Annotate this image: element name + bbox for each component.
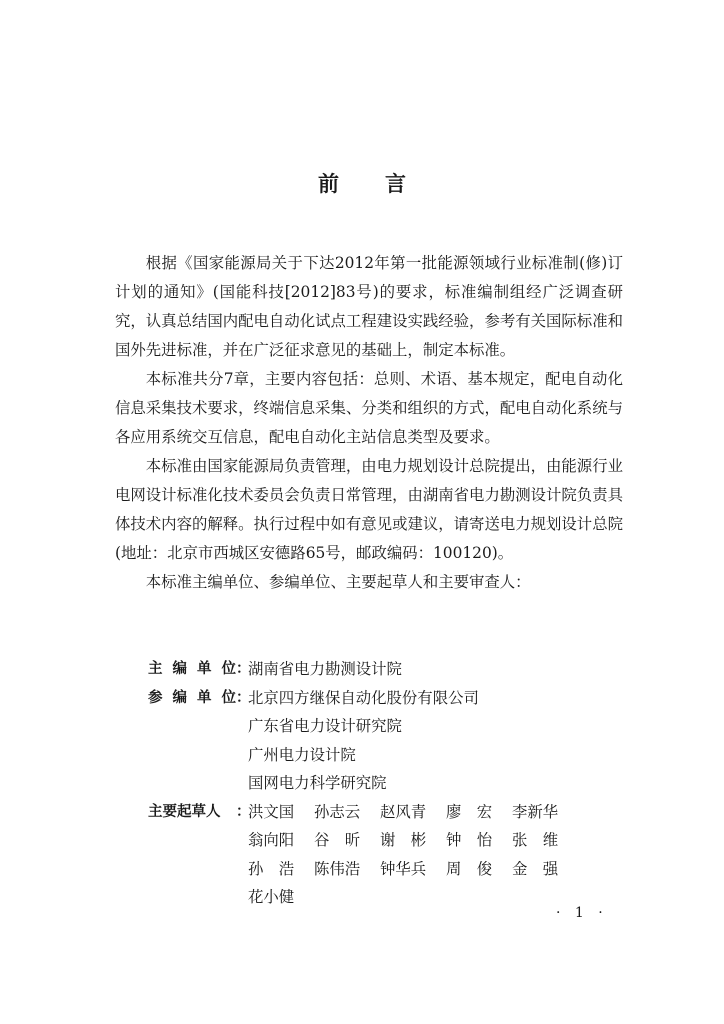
drafter-name: 张 维 bbox=[512, 831, 559, 849]
drafters-row bbox=[148, 826, 628, 855]
drafter-name: 谢 彬 bbox=[380, 831, 427, 849]
drafters-label: 主要起草人 ： bbox=[148, 803, 251, 820]
credits-block bbox=[148, 655, 628, 912]
participating-unit-value: 广东省电力设计研究院 bbox=[248, 717, 402, 735]
drafter-names bbox=[246, 798, 578, 827]
participating-unit-row bbox=[148, 741, 628, 770]
drafter-name: 李新华 bbox=[512, 802, 559, 821]
drafter-names bbox=[248, 826, 578, 855]
drafter-name: 翁向阳 bbox=[248, 831, 295, 849]
drafter-names bbox=[248, 883, 578, 912]
drafter-name: 谷 昕 bbox=[314, 831, 361, 849]
drafter-name: 孙志云 bbox=[314, 802, 361, 821]
drafter-name: 廖 宏 bbox=[446, 802, 493, 821]
participating-unit-row bbox=[148, 684, 628, 713]
drafter-name: 洪文国 bbox=[248, 802, 295, 821]
participating-unit-row bbox=[148, 769, 628, 798]
participating-unit-label: 参 编 单 位 ： bbox=[148, 689, 251, 706]
page-title: 前言 bbox=[318, 172, 452, 196]
chief-unit-row bbox=[148, 655, 628, 684]
drafter-names bbox=[248, 855, 578, 884]
preface-paragraph-4: 本标准主编单位、参编单位、主要起草人和主要审查人： bbox=[145, 573, 531, 591]
drafter-name: 陈伟浩 bbox=[314, 859, 361, 878]
participating-unit-row bbox=[148, 712, 628, 741]
participating-unit-value: 国网电力科学研究院 bbox=[248, 774, 387, 792]
preface-paragraph-1: 根据《国家能源局关于下达2012年第一批能源领域行业标准制(修)订计划的通知》(国能科技[2012]83号)的要求，标准编制组经广泛调查研究，认真总结国内配电自动化试点工程建设实践经验，参考有关国际标准和国外先进标准，并在广泛征求意见的基础上，制定本标准。 bbox=[115, 254, 623, 359]
preface-body bbox=[115, 249, 623, 597]
drafter-name: 赵风青 bbox=[380, 802, 427, 821]
preface-paragraph-2: 本标准共分7章，主要内容包括：总则、术语、基本规定，配电自动化信息采集技术要求，终端信息采集、分类和组织的方式，配电自动化系统与各应用系统交互信息，配电自动化主站信息类型及要求。 bbox=[115, 370, 623, 446]
participating-unit-value: 北京四方继保自动化股份有限公司 bbox=[248, 688, 479, 707]
participating-unit-value: 广州电力设计院 bbox=[248, 745, 356, 764]
drafter-name: 孙 浩 bbox=[248, 859, 295, 878]
drafter-name: 钟 怡 bbox=[446, 831, 493, 849]
drafters-row bbox=[148, 798, 628, 827]
chief-unit-label: 主 编 单 位 ： bbox=[148, 661, 251, 677]
preface-paragraph-3: 本标准由国家能源局负责管理，由电力规划设计总院提出，由能源行业电网设计标准化技术委员会负责日常管理，由湖南省电力勘测设计院负责具体技术内容的解释。执行过程中如有意见或建议，请寄送电力规划设计总院(地址：北京市西城区安德路65号，邮政编码：100120)。 bbox=[115, 457, 623, 562]
drafters-row bbox=[148, 855, 628, 884]
drafter-name: 周 俊 bbox=[446, 859, 493, 878]
drafter-name: 钟华兵 bbox=[380, 859, 427, 878]
chief-unit-value: 湖南省电力勘测设计院 bbox=[248, 660, 402, 678]
page-number: · 1 · bbox=[556, 905, 608, 921]
drafter-name: 金 强 bbox=[512, 859, 559, 878]
drafter-name: 花小健 bbox=[248, 888, 295, 906]
